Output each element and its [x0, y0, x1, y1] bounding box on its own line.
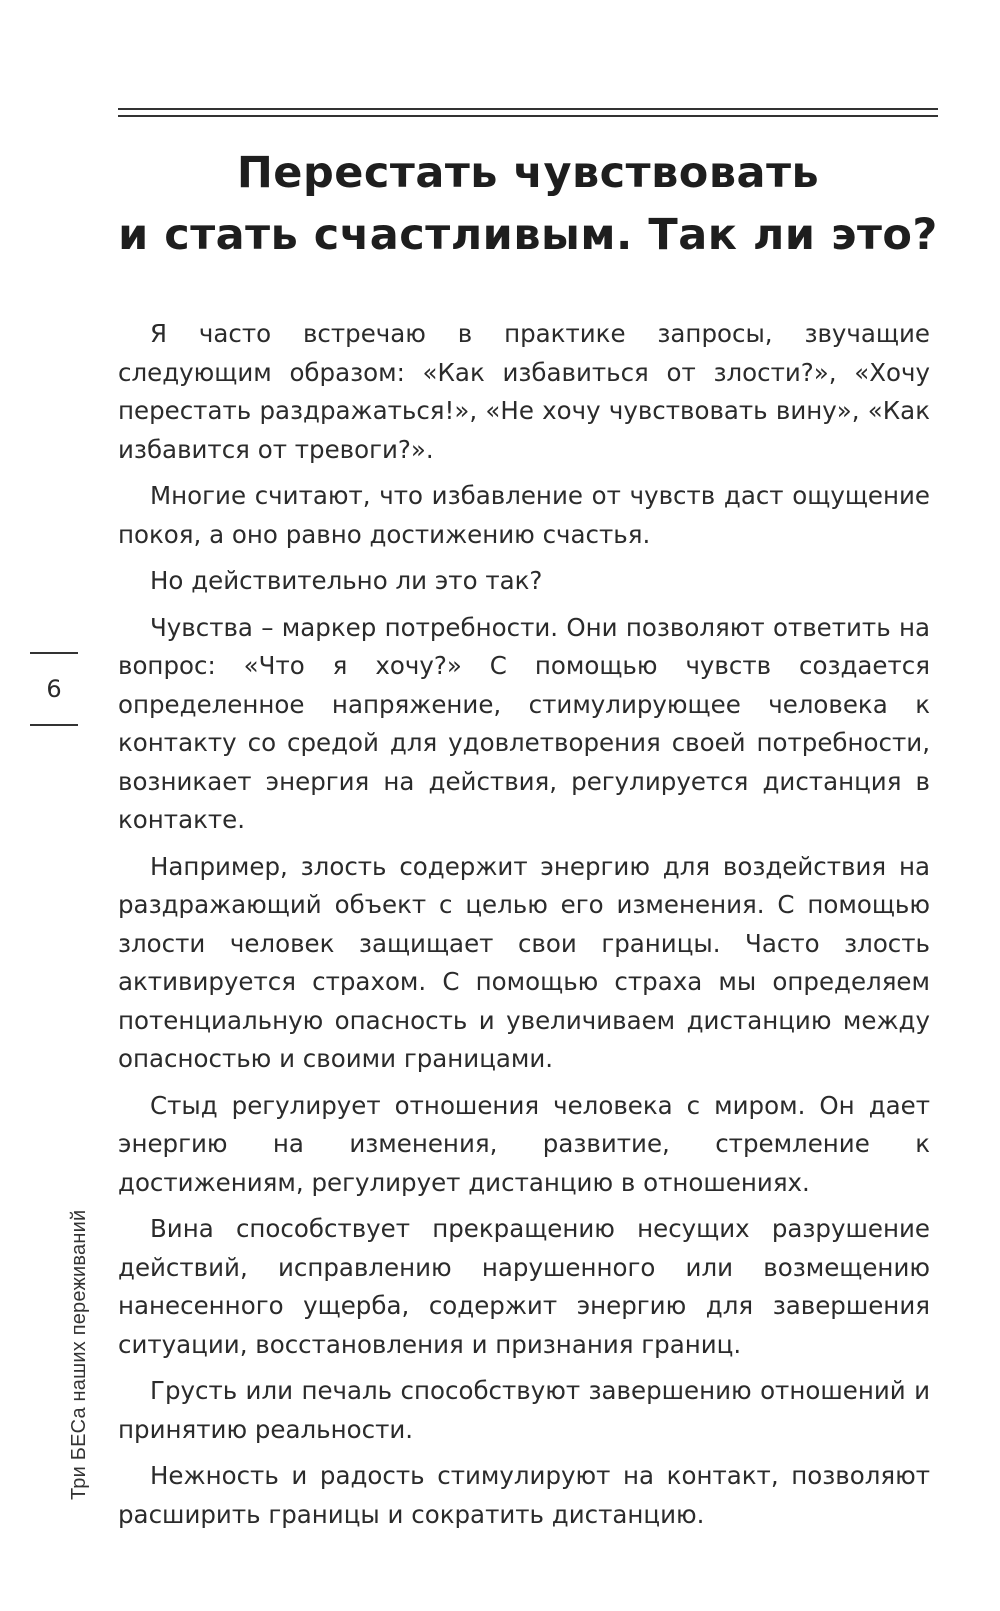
paragraph-6: Стыд регулирует отношения человека с миром. Он дает энергию на изменения, развитие, стремление к достижениям, регулирует дистанцию в отношениях.: [118, 1090, 930, 1197]
paragraph-5: Например, злость содержит энергию для воздействия на раздражающий объект с целью его изменения. С помощью злости человек защищает свои границы. Часто злость активируется страхом. С помощью страха мы определяем потенциальную опасность и увеличиваем дистанцию между опасностью и своими границами.: [118, 851, 930, 1073]
paragraph-3: Но действительно ли это так?: [150, 566, 543, 595]
paragraph-8: Грусть или печаль способствуют завершению отношений и принятию реальности.: [118, 1376, 930, 1444]
paragraph-2: Многие считают, что избавление от чувств даст ощущение покоя, а оно равно достижению счастья.: [118, 481, 930, 549]
paragraph-7: Вина способствует прекращению несущих разрушение действий, исправлению нарушенного или возмещению нанесенного ущерба, содержит энергию для завершения ситуации, восстановления и признания границ.: [118, 1214, 930, 1359]
paragraph-4: Чувства – маркер потребности. Они позволяют ответить на вопрос: «Что я хочу?» С помощью чувств создается определенное напряжение, стимулирующее человека к контакту со средой для удовлетворения своей потребности, возникает энергия на действия, регулируется дистанция в контакте.: [118, 612, 930, 834]
chapter-title-line-1: Перестать чувствовать: [236, 148, 820, 198]
running-title: Три БЕСа наших переживаний: [68, 1209, 90, 1500]
page-number-block: [30, 652, 78, 726]
paragraph-1: Я часто встречаю в практике запросы, звучащие следующим образом: «Как избавиться от злости?», «Хочу перестать раздражаться!», «Не хочу чувствовать вину», «Как избавится от тревоги?».: [118, 319, 930, 464]
page-number-rule-bottom: [30, 724, 78, 726]
header-double-rule: [118, 108, 938, 117]
chapter-title: [118, 142, 938, 266]
page-number: 6: [46, 675, 62, 703]
body-text: [118, 315, 930, 1542]
chapter-title-line-2: и стать счастливым. Так ли это?: [118, 210, 938, 260]
paragraph-9: Нежность и радость стимулируют на контакт, позволяют расширить границы и сократить дистанцию.: [118, 1461, 930, 1529]
